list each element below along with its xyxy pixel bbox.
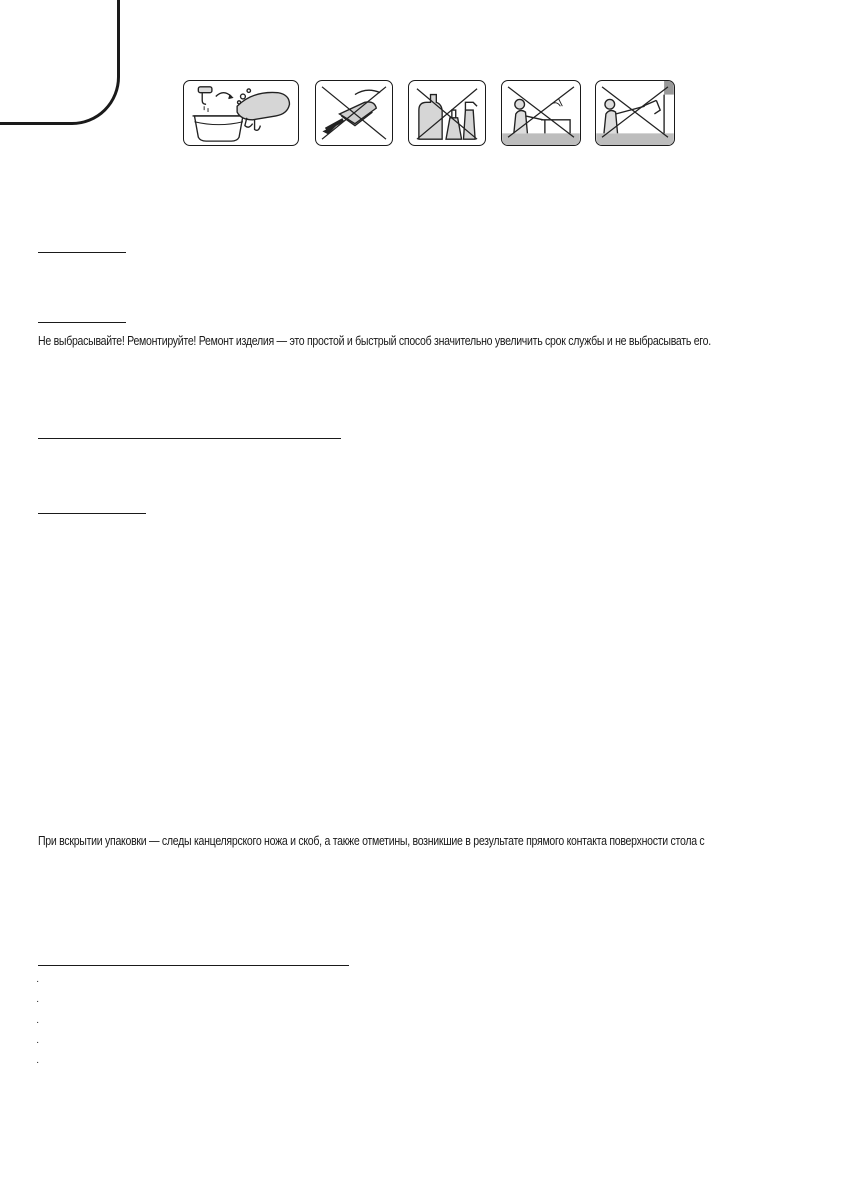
- repair-notice-text: Не выбрасывайте! Ремонтируйте! Ремонт изделия — это простой и быстрый способ значительно увеличить срок службы и не выбрасывать его.: [38, 333, 711, 348]
- no-heavy-pressure-icon: [501, 80, 581, 146]
- heading-underline: [38, 322, 126, 323]
- heading-underline: [38, 252, 126, 253]
- heading-underline: [38, 438, 341, 439]
- list-item: ·: [36, 1016, 40, 1028]
- hand-wash-icon: [183, 80, 299, 146]
- packaging-notice-text: При вскрытии упаковки — следы канцелярского ножа и скоб, а также отметины, возникшие в результате прямого контакта поверхности стола с: [38, 833, 705, 848]
- list-item: ·: [36, 1036, 40, 1048]
- heading-underline: [38, 513, 146, 514]
- list-item: ·: [36, 1057, 40, 1069]
- heading-underline: [38, 965, 349, 966]
- no-abrasive-cleaning-icon: [315, 80, 393, 146]
- bullet-list: [36, 977, 39, 1078]
- corner-tab-decoration: [0, 0, 120, 125]
- no-chemical-cleaners-icon: [408, 80, 486, 146]
- list-item: ·: [36, 996, 40, 1008]
- list-item: ·: [36, 976, 40, 987]
- no-wall-leaning-icon: [595, 80, 675, 146]
